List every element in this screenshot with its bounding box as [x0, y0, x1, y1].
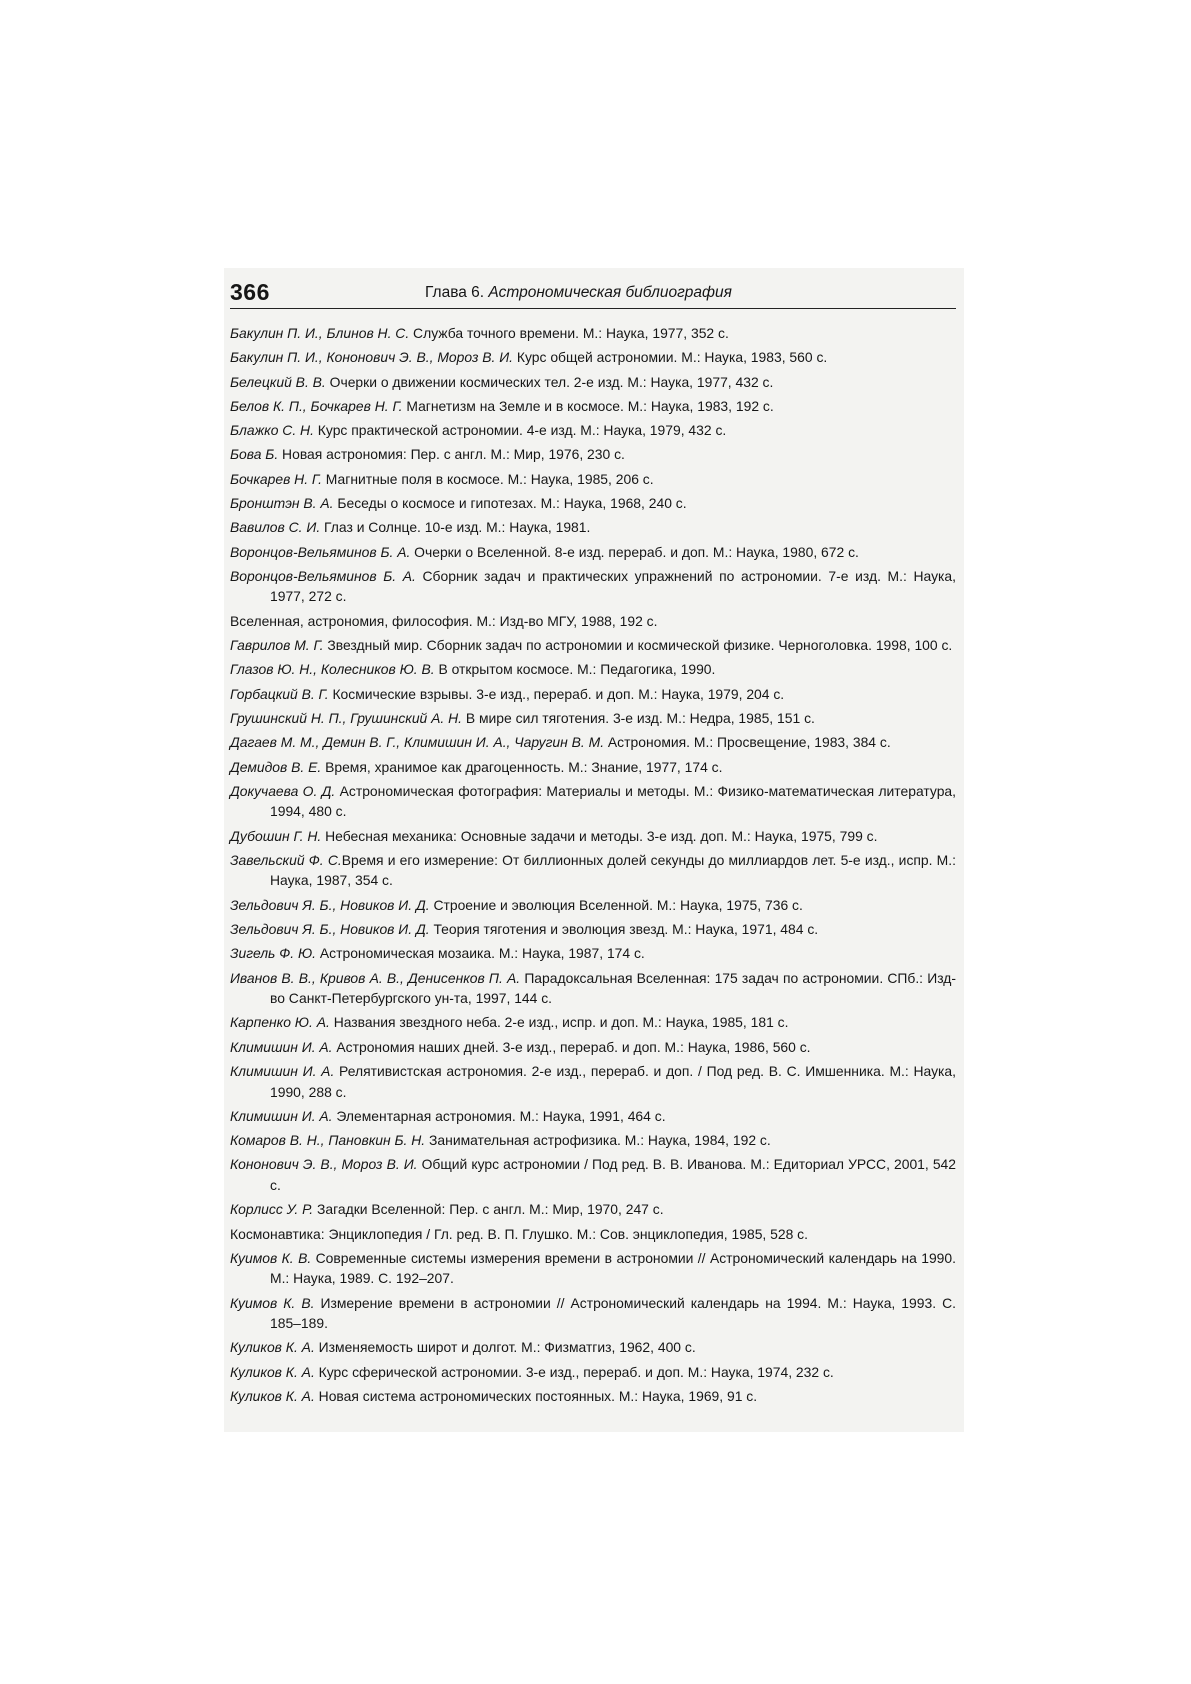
bibliography-entry	[230, 1154, 956, 1195]
entry-authors: Демидов В. Е.	[230, 758, 322, 775]
bibliography-entry	[230, 659, 956, 680]
entry-text: Загадки Вселенной: Пер. с англ. М.: Мир, 1970, 247 с.	[313, 1201, 664, 1218]
bibliography-entry	[230, 542, 956, 563]
entry-text: Современные системы измерения времени в астрономии // Астрономический календарь на 1990. М.: Наука, 1989. С. 192–207.	[270, 1249, 956, 1287]
chapter-label: Глава 6.	[425, 284, 485, 301]
entry-authors: Глазов Ю. Н., Колесников Ю. В.	[230, 661, 435, 678]
entry-text: В открытом космосе. М.: Педагогика, 1990.	[434, 661, 716, 678]
entry-authors: Кононович Э. В., Мороз В. И.	[230, 1156, 418, 1173]
entry-authors: Грушинский Н. П., Грушинский А. Н.	[230, 709, 463, 726]
bibliography-entry	[230, 1293, 956, 1334]
bibliography-entry	[230, 968, 956, 1009]
chapter-title: Астрономическая библиография	[488, 284, 732, 301]
entry-authors: Воронцов-Вельяминов Б. А.	[230, 567, 416, 584]
entry-text: Измерение времени в астрономии // Астрономический календарь на 1994. М.: Наука, 1993. С. 185–189.	[270, 1294, 956, 1332]
entry-text: Время, хранимое как драгоценность. М.: Знание, 1977, 174 с.	[321, 758, 723, 775]
entry-authors: Бакулин П. И., Блинов Н. С.	[230, 325, 410, 341]
entry-text: Беседы о космосе и гипотезах. М.: Наука, 1968, 240 с.	[333, 495, 687, 512]
entry-authors: Куликов К. А.	[230, 1339, 315, 1356]
bibliography-entry	[230, 635, 956, 656]
entry-text: Небесная механика: Основные задачи и методы. 3-е изд. доп. М.: Наука, 1975, 799 с.	[321, 827, 878, 844]
bibliography-entry	[230, 469, 956, 490]
bibliography-entry	[230, 895, 956, 916]
entry-text: Служба точного времени. М.: Наука, 1977, 352 с.	[409, 325, 729, 341]
entry-authors: Куимов К. В.	[230, 1249, 312, 1266]
entry-text: Новая астрономия: Пер. с англ. М.: Мир, 1976, 230 с.	[278, 446, 625, 463]
entry-text: Космонавтика: Энциклопедия / Гл. ред. В. П. Глушко. М.: Сов. энциклопедия, 1985, 528 с.	[230, 1225, 808, 1242]
entry-text: Названия звездного неба. 2-е изд., испр. и доп. М.: Наука, 1985, 181 с.	[329, 1014, 789, 1031]
bibliography-entry	[230, 781, 956, 822]
entry-text: Общий курс астрономии / Под ред. В. В. Иванова. М.: Едиториал УРСС, 2001, 542 с.	[270, 1156, 956, 1193]
entry-authors: Зельдович Я. Б., Новиков И. Д.	[230, 896, 430, 913]
bibliography-entry	[230, 919, 956, 940]
bibliography-entry	[230, 444, 956, 465]
entry-text: Курс общей астрономии. М.: Наука, 1983, 560 с.	[513, 349, 828, 366]
entry-text: Изменяемость широт и долгот. М.: Физматгиз, 1962, 400 с.	[314, 1339, 696, 1356]
entry-authors: Карпенко Ю. А.	[230, 1014, 330, 1031]
entry-text: В мире сил тяготения. 3-е изд. М.: Недра, 1985, 151 с.	[462, 709, 815, 726]
bibliography-entry	[230, 1012, 956, 1033]
entry-text: Космические взрывы. 3-е изд., перераб. и доп. М.: Наука, 1979, 204 с.	[328, 685, 785, 702]
entry-authors: Иванов В. В., Кривов А. В., Денисенков П. А.	[230, 969, 521, 986]
entry-authors: Вавилов С. И.	[230, 519, 321, 536]
bibliography-entry	[230, 517, 956, 538]
bibliography-entry	[230, 1037, 956, 1058]
bibliography-entry	[230, 1362, 956, 1383]
entry-authors: Бочкарев Н. Г.	[230, 470, 322, 487]
entry-text: Занимательная астрофизика. М.: Наука, 1984, 192 с.	[425, 1132, 771, 1149]
bibliography-entry	[230, 1061, 956, 1102]
entry-text: Астрономия наших дней. 3-е изд., перераб. и доп. М.: Наука, 1986, 560 с.	[332, 1038, 811, 1055]
entry-authors: Горбацкий В. Г.	[230, 685, 329, 702]
bibliography-entry	[230, 347, 956, 368]
entry-text: Новая система астрономических постоянных. М.: Наука, 1969, 91 с.	[314, 1387, 758, 1404]
entry-text: Астрономическая мозаика. М.: Наука, 1987, 174 с.	[316, 945, 645, 962]
entry-authors: Докучаева О. Д.	[230, 782, 336, 799]
running-head	[425, 282, 732, 304]
entry-authors: Дубошин Г. Н.	[230, 827, 322, 844]
entry-authors: Дагаев М. М., Демин В. Г., Климишин И. А., Чаругин В. М.	[230, 734, 605, 751]
bibliography-entry	[230, 566, 956, 607]
entry-authors: Бова Б.	[230, 446, 279, 463]
entry-authors: Бронштэн В. А.	[230, 495, 334, 512]
entry-text: Курс сферической астрономии. 3-е изд., перераб. и доп. М.: Наука, 1974, 232 с.	[314, 1363, 834, 1380]
bibliography-entry	[230, 611, 956, 632]
bibliography-entry	[230, 757, 956, 778]
entry-authors: Блажко С. Н.	[230, 422, 314, 439]
entry-text: Время и его измерение: От биллионных долей секунды до миллиардов лет. 5-е изд., испр. М.: Наука, 1987, 354 с.	[270, 851, 956, 889]
entry-authors: Бакулин П. И., Кононович Э. В., Мороз В. И.	[230, 349, 514, 366]
entry-authors: Куликов К. А.	[230, 1363, 315, 1380]
entry-authors: Климишин И. А.	[230, 1063, 335, 1080]
bibliography-entry	[230, 372, 956, 393]
entry-authors: Воронцов-Вельяминов Б. А.	[230, 543, 411, 560]
bibliography-entry	[230, 1224, 956, 1245]
page-number: 366	[230, 279, 270, 305]
entry-authors: Корлисс У. Р.	[230, 1201, 314, 1218]
bibliography-entry	[230, 1337, 956, 1358]
entry-text: Релятивистская астрономия. 2-е изд., перераб. и доп. / Под ред. В. С. Имшенника. М.: Наука, 1990, 288 с.	[270, 1063, 956, 1100]
entry-authors: Климишин И. А.	[230, 1038, 333, 1055]
bibliography-entry	[230, 708, 956, 729]
entry-authors: Гаврилов М. Г.	[230, 637, 324, 654]
entry-text: Магнетизм на Земле и в космосе. М.: Наука, 1983, 192 с.	[402, 397, 774, 414]
bibliography-entry	[230, 732, 956, 753]
entry-text: Звездный мир. Сборник задач по астрономии и космической физике. Черноголовка. 1998, 100 с.	[323, 637, 953, 654]
bibliography-entry	[230, 1199, 956, 1220]
bibliography-entry	[230, 396, 956, 417]
entry-authors: Зельдович Я. Б., Новиков И. Д.	[230, 921, 430, 938]
bibliography-list	[230, 323, 956, 1406]
entry-text: Вселенная, астрономия, философия. М.: Изд-во МГУ, 1988, 192 с.	[230, 612, 658, 629]
book-page	[230, 278, 956, 1410]
entry-authors: Куимов К. В.	[230, 1294, 315, 1311]
entry-text: Очерки о движении космических тел. 2-е изд. М.: Наука, 1977, 432 с.	[325, 373, 774, 390]
bibliography-entry	[230, 850, 956, 891]
bibliography-entry	[230, 1386, 956, 1407]
entry-text: Парадоксальная Вселенная: 175 задач по астрономии. СПб.: Изд-во Санкт-Петербургского ун-та, 1997, 144 с.	[270, 969, 956, 1007]
entry-authors: Белецкий В. В.	[230, 373, 326, 390]
bibliography-entry	[230, 1248, 956, 1289]
entry-authors: Климишин И. А.	[230, 1107, 333, 1124]
entry-authors: Комаров В. Н., Пановкин Б. Н.	[230, 1132, 426, 1149]
entry-text: Сборник задач и практических упражнений по астрономии. 7-е изд. М.: Наука, 1977, 272 с.	[270, 567, 957, 605]
entry-authors: Куликов К. А.	[230, 1387, 315, 1404]
entry-text: Курс практической астрономии. 4-е изд. М.: Наука, 1979, 432 с.	[313, 422, 727, 439]
bibliography-entry	[230, 420, 956, 441]
bibliography-entry	[230, 493, 956, 514]
bibliography-entry	[230, 943, 956, 964]
bibliography-entry	[230, 684, 956, 705]
bibliography-entry	[230, 1106, 956, 1127]
entry-authors: Белов К. П., Бочкарев Н. Г.	[230, 397, 403, 414]
entry-text: Глаз и Солнце. 10-е изд. М.: Наука, 1981.	[320, 519, 591, 536]
bibliography-entry	[230, 323, 956, 344]
entry-text: Астрономическая фотография: Материалы и методы. М.: Физико-математическая литература, 1994, 480 с.	[270, 782, 956, 820]
entry-text: Астрономия. М.: Просвещение, 1983, 384 с.	[604, 734, 891, 751]
entry-text: Очерки о Вселенной. 8-е изд. перераб. и доп. М.: Наука, 1980, 672 с.	[410, 543, 859, 560]
running-header	[230, 278, 956, 309]
entry-text: Магнитные поля в космосе. М.: Наука, 1985, 206 с.	[321, 470, 654, 487]
entry-text: Теория тяготения и эволюция звезд. М.: Наука, 1971, 484 с.	[429, 921, 819, 938]
entry-text: Элементарная астрономия. М.: Наука, 1991, 464 с.	[332, 1107, 666, 1124]
entry-authors: Завельский Ф. С.	[230, 851, 342, 868]
entry-authors: Зигель Ф. Ю.	[230, 945, 317, 962]
bibliography-entry	[230, 1130, 956, 1151]
entry-text: Строение и эволюция Вселенной. М.: Наука, 1975, 736 с.	[429, 896, 803, 913]
bibliography-entry	[230, 826, 956, 847]
